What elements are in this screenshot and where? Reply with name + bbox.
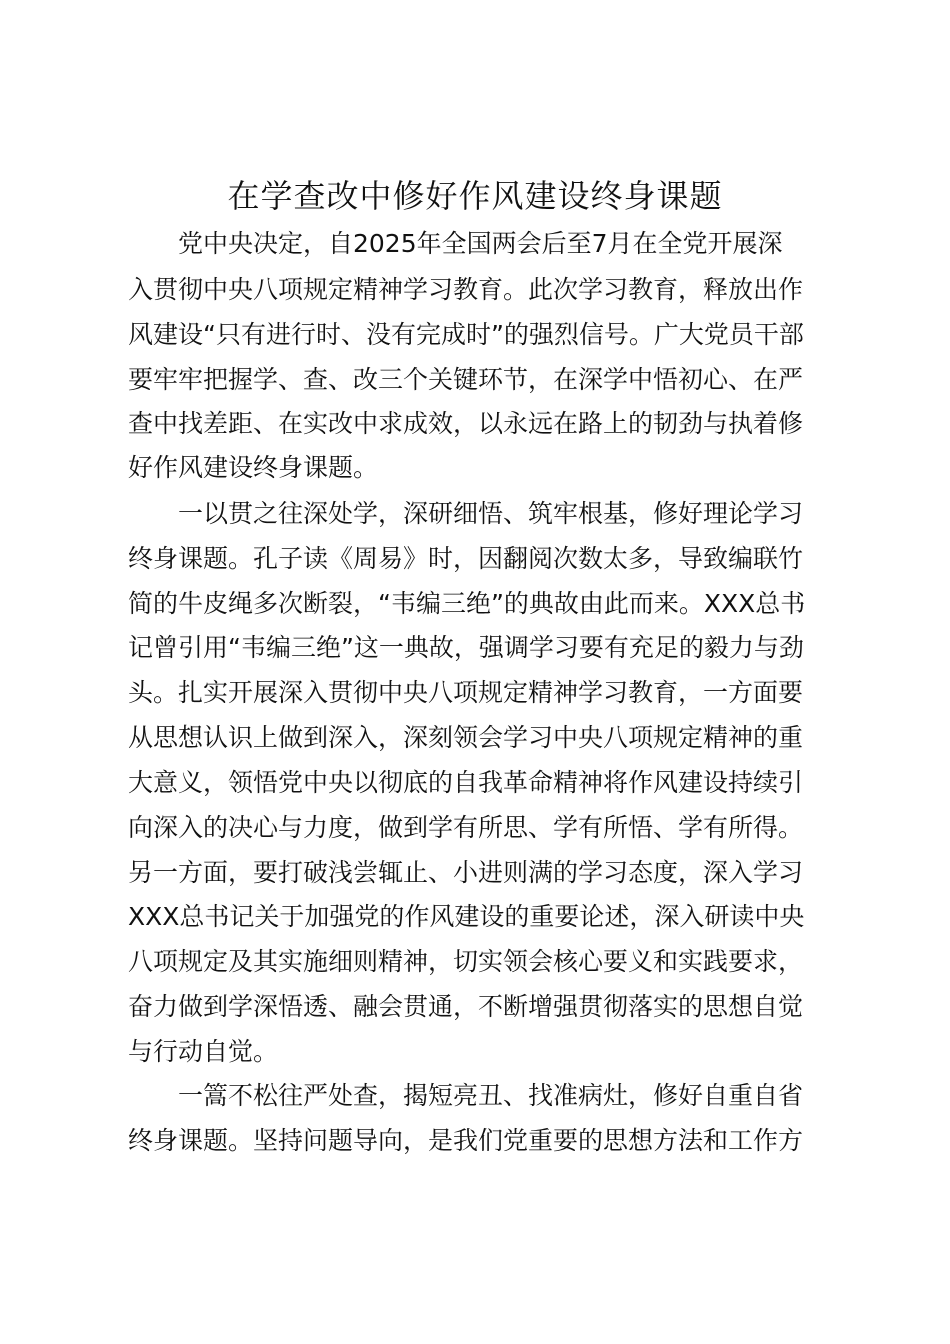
paragraph-2-line-2: 终身课题。孔子读《周易》时，因翻阅次数太多，导致编联竹 [128,544,804,573]
paragraph-2-line-1: 一以贯之往深处学，深研细悟、筑牢根基，修好理论学习 [178,499,804,528]
paragraph-2-line-5: 头。扎实开展深入贯彻中央八项规定精神学习教育，一方面要 [128,678,804,707]
paragraph-2-line-11: 八项规定及其实施细则精神，切实领会核心要义和实践要求， [128,947,804,976]
paragraph-2-line-9: 另一方面，要打破浅尝辄止、小进则满的学习态度，深入学习 [128,858,804,887]
paragraph-2-line-7: 大意义，领悟党中央以彻底的自我革命精神将作风建设持续引 [128,768,804,797]
paragraph-1-line-1: 党中央决定，自2025年全国两会后至7月在全党开展深 [178,229,783,258]
paragraph-2-line-3: 简的牛皮绳多次断裂，“韦编三绝”的典故由此而来。XXX总书 [128,589,806,618]
paragraph-2-line-8: 向深入的决心与力度，做到学有所思、学有所悟、学有所得。 [128,813,804,842]
paragraph-2-line-4: 记曾引用“韦编三绝”这一典故，强调学习要有充足的毅力与劲 [128,633,804,662]
document-title: 在学查改中修好作风建设终身课题 [227,177,723,215]
paragraph-2-line-10: XXX总书记关于加强党的作风建设的重要论述，深入研读中央 [128,902,805,931]
paragraph-1-line-5: 查中找差距、在实改中求成效，以永远在路上的韧劲与执着修 [128,409,804,438]
paragraph-2-line-13: 与行动自觉。 [128,1037,279,1066]
paragraph-1-line-3: 风建设“只有进行时、没有完成时”的强烈信号。广大党员干部 [128,320,804,349]
paragraph-2-line-12: 奋力做到学深悟透、融会贯通，不断增强贯彻落实的思想自觉 [128,992,804,1021]
paragraph-3-line-1: 一篙不松往严处查，揭短亮丑、找准病灶，修好自重自省 [178,1081,804,1110]
paragraph-1-line-4: 要牢牢把握学、查、改三个关键环节，在深学中悟初心、在严 [128,365,804,394]
paragraph-1-line-6: 好作风建设终身课题。 [128,453,379,482]
paragraph-3-line-2: 终身课题。坚持问题导向，是我们党重要的思想方法和工作方 [128,1126,804,1155]
paragraph-2-line-6: 从思想认识上做到深入，深刻领会学习中央八项规定精神的重 [128,723,804,752]
paragraph-1-line-2: 入贯彻中央八项规定精神学习教育。此次学习教育，释放出作 [128,275,804,304]
